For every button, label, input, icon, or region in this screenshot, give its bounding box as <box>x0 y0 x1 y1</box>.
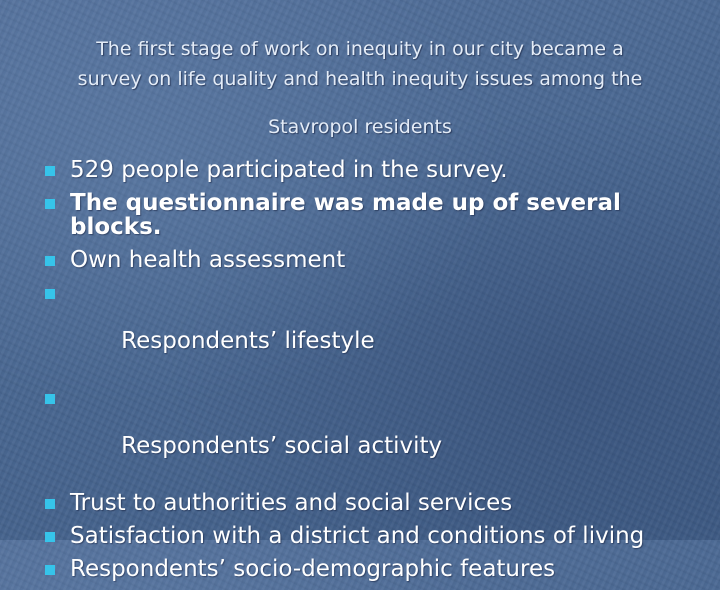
bullet-text: Trust to authorities and social services <box>70 490 513 516</box>
bullet-item <box>0 248 720 272</box>
slide-title <box>40 34 680 142</box>
square-bullet-icon <box>45 199 55 209</box>
title-line-3: Stavropol residents <box>268 116 452 138</box>
bullet-text: Respondents’ socio-demographic features <box>70 556 556 582</box>
bullet-text: Respondents’ lifestyle <box>113 328 375 354</box>
bullet-item <box>0 281 720 377</box>
bullet-text: Respondents’ social activity <box>113 433 443 459</box>
bullet-text: Satisfaction with a district and conditions of living <box>70 523 645 549</box>
bullet-item <box>0 386 720 482</box>
square-bullet-icon <box>45 499 55 509</box>
square-bullet-icon <box>45 256 55 266</box>
bullet-item <box>0 191 720 239</box>
bullet-item <box>0 557 720 581</box>
bullet-item <box>0 524 720 548</box>
title-line-2: survey on life quality and health inequity issues among the <box>77 68 643 90</box>
bullet-text: 529 people participated in the survey. <box>70 157 508 183</box>
bullet-text: Own health assessment <box>70 247 346 273</box>
bullet-item <box>0 158 720 182</box>
square-bullet-icon <box>45 166 55 176</box>
square-bullet-icon <box>45 289 55 299</box>
square-bullet-icon <box>45 394 55 404</box>
bullet-text: The questionnaire was made up of several blocks. <box>70 190 621 240</box>
bullet-item <box>0 491 720 515</box>
square-bullet-icon <box>45 565 55 575</box>
bullet-list <box>0 158 720 590</box>
square-bullet-icon <box>45 532 55 542</box>
title-line-1: The first stage of work on inequity in our city became a <box>96 38 624 60</box>
